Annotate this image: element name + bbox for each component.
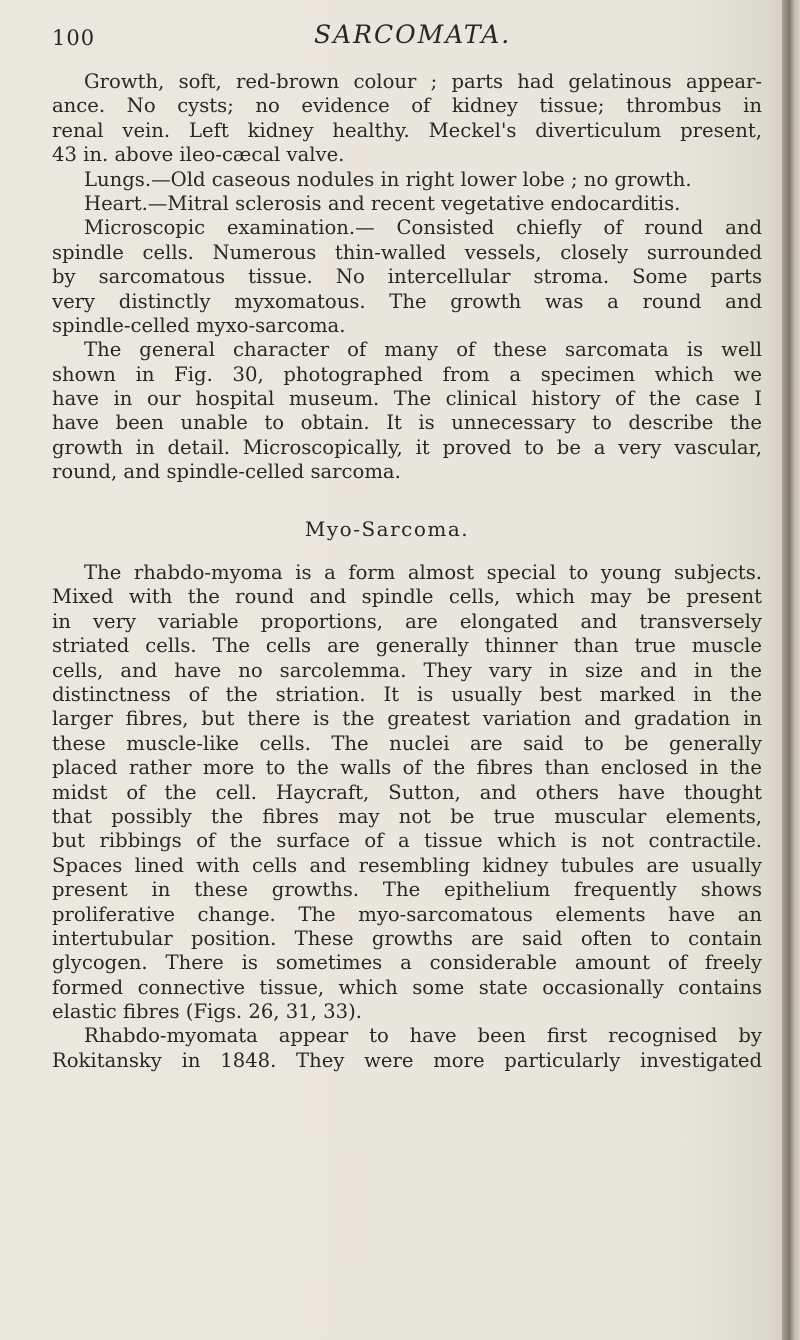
text-line: Microscopic examination.— Consisted chiefly of round and xyxy=(84,216,762,240)
text-line: 43 in. above ileo-cæcal valve. xyxy=(52,143,345,167)
text-line: very distinctly myxomatous. The growth was a round and xyxy=(52,289,762,313)
text-line: placed rather more to the walls of the fibres than enclosed in the xyxy=(52,756,762,780)
text-line: these muscle-like cells. The nuclei are said to be generally xyxy=(52,731,762,755)
text-line: Rokitansky in 1848. They were more particularly investigated xyxy=(52,1048,762,1072)
paragraph-general-character xyxy=(52,338,762,484)
text-line: spindle-celled myxo-sarcoma. xyxy=(52,313,346,337)
text-line: but ribbings of the surface of a tissue which is not contractile. xyxy=(52,829,762,853)
text-line: Mixed with the round and spindle cells, which may be present xyxy=(52,585,762,609)
text-line: round, and spindle-celled sarcoma. xyxy=(52,460,401,484)
body-text xyxy=(52,70,762,1073)
text-line: shown in Fig. 30, photographed from a specimen which we xyxy=(52,362,762,386)
text-line: Spaces lined with cells and resembling kidney tubules are usually xyxy=(52,853,762,877)
text-line: renal vein. Left kidney healthy. Meckel's diverticulum present, xyxy=(52,118,762,142)
text-line: Heart.—Mitral sclerosis and recent vegetative endocarditis. xyxy=(84,191,681,215)
paragraph-rhabdo-myoma xyxy=(52,561,762,1024)
paragraph-microscopic xyxy=(52,216,762,338)
text-line: that possibly the fibres may not be true muscular elements, xyxy=(52,804,762,828)
text-line: proliferative change. The myo-sarcomatous elements have an xyxy=(52,902,762,926)
text-line: formed connective tissue, which some state occasionally contains xyxy=(52,975,762,999)
text-line: cells, and have no sarcolemma. They vary in size and in the xyxy=(52,658,762,682)
text-line: in very variable proportions, are elongated and transversely xyxy=(52,609,762,633)
text-line: have been unable to obtain. It is unnecessary to describe the xyxy=(52,411,762,435)
text-line: Rhabdo-myomata appear to have been first recognised by xyxy=(84,1024,762,1048)
text-line: The rhabdo-myoma is a form almost special to young subjects. xyxy=(84,561,762,585)
paragraph-growth xyxy=(52,70,762,168)
page-edge xyxy=(782,0,800,1340)
text-line: distinctness of the striation. It is usually best marked in the xyxy=(52,682,762,706)
paragraph-history xyxy=(52,1024,762,1073)
text-line: larger fibres, but there is the greatest variation and gradation in xyxy=(52,707,762,731)
page-number: 100 xyxy=(52,26,96,50)
text-line: spindle cells. Numerous thin-walled vessels, closely surrounded xyxy=(52,240,762,264)
text-line: striated cells. The cells are generally thinner than true muscle xyxy=(52,634,762,658)
text-line: glycogen. There is sometimes a considerable amount of freely xyxy=(52,951,762,975)
text-line: Growth, soft, red-brown colour ; parts had gelatinous appear- xyxy=(84,70,762,93)
text-line: have in our hospital museum. The clinical history of the case I xyxy=(52,387,762,411)
text-line: Lungs.—Old caseous nodules in right lower lobe ; no growth. xyxy=(84,167,692,191)
paragraph-lungs xyxy=(52,168,762,192)
running-title: SARCOMATA. xyxy=(314,20,512,49)
text-line: The general character of many of these sarcomata is well xyxy=(84,338,762,362)
text-line: midst of the cell. Haycraft, Sutton, and others have thought xyxy=(52,780,762,804)
section-heading: Myo-Sarcoma. xyxy=(304,516,470,541)
text-line: growth in detail. Microscopically, it proved to be a very vascular, xyxy=(52,435,762,459)
text-line: by sarcomatous tissue. No intercellular stroma. Some parts xyxy=(52,265,762,289)
paragraph-heart xyxy=(52,192,762,216)
text-line: intertubular position. These growths are said often to contain xyxy=(52,926,762,950)
text-line: elastic fibres (Figs. 26, 31, 33). xyxy=(52,1000,362,1024)
text-line: present in these growths. The epithelium frequently shows xyxy=(52,878,762,902)
page-header xyxy=(0,20,800,60)
text-line: ance. No cysts; no evidence of kidney tissue; thrombus in xyxy=(52,94,762,118)
